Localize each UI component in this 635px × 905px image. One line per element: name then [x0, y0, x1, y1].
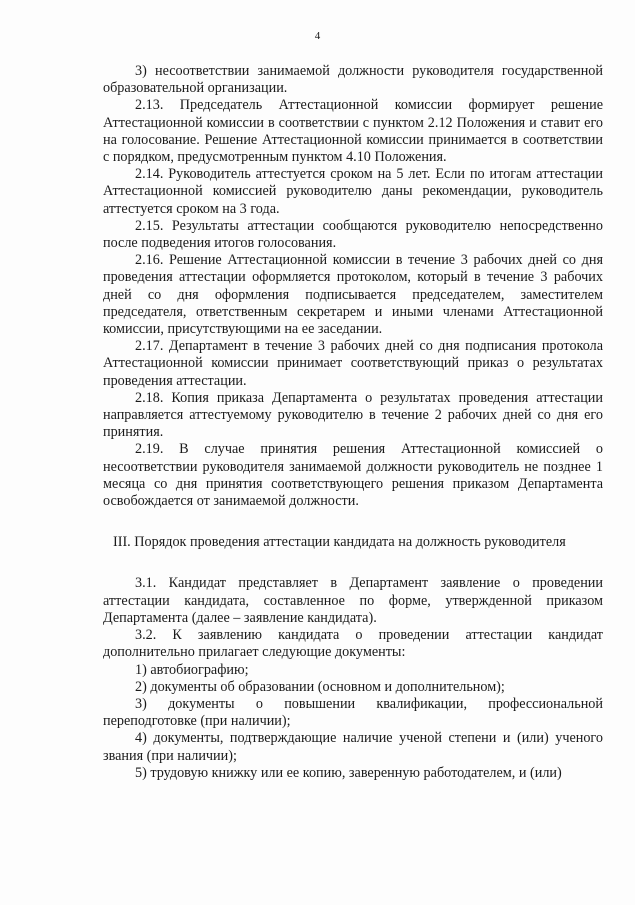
section-3-heading: III. Порядок проведения аттестации кандидата на должность руководителя [113, 534, 566, 551]
paragraph-2-17: 2.17. Департамент в течение 3 рабочих дней со дня подписания протокола Аттестационной комиссии принимает соответствующий приказ о результатах проведения аттестации. [103, 338, 603, 389]
document-body [103, 63, 603, 782]
paragraph-2-16: 2.16. Решение Аттестационной комиссии в течение 3 рабочих дней со дня проведения аттестации оформляется протоколом, который в течение 3 рабочих дней со дня оформления подписывается председателем, заместителем председателя, ответственным секретарем и иными членами Аттестационной комиссии, присутствующими на ее заседании. [103, 252, 603, 338]
list-item: 1) автобиографию; [135, 661, 249, 678]
paragraph-2-18: 2.18. Копия приказа Департамента о результатах проведения аттестации направляется аттестуемому руководителю в течение 2 рабочих дней со дня его принятия. [103, 389, 603, 441]
paragraph-2-13: 2.13. Председатель Аттестационной комиссии формирует решение Аттестационной комиссии в соответствии с пунктом 2.12 Положения и ставит его на голосование. Решение Аттестационной комиссии принимается в соответствии с порядком, предусмотренным пунктом 4.10 Положения. [103, 97, 603, 166]
paragraph-2-15: 2.15. Результаты аттестации сообщаются руководителю непосредственно после подведения итогов голосования. [103, 217, 603, 252]
paragraph-2-14: 2.14. Руководитель аттестуется сроком на 5 лет. Если по итогам аттестации Аттестационной комиссией руководителю даны рекомендации, руководитель аттестуется сроком на 3 года. [103, 166, 603, 217]
paragraph-2-19: 2.19. В случае принятия решения Аттестационной комиссией о несоответствии руководителя занимаемой должности руководитель не позднее 1 месяца со дня принятия соответствующего решения приказом Департамента освобождается от занимаемой должности. [103, 441, 603, 510]
paragraph-3-2: 3.2. К заявлению кандидата о проведении аттестации кандидат дополнительно прилагает следующие документы: [103, 627, 603, 661]
list-item: 4) документы, подтверждающие наличие ученой степени и (или) ученого звания (при наличии); [103, 730, 603, 764]
paragraph-3-item: 3) несоответствии занимаемой должности руководителя государственной образовательной организации. [103, 63, 603, 97]
page-number: 4 [314, 30, 321, 42]
list-item: 2) документы об образовании (основном и дополнительном); [135, 678, 505, 695]
paragraph-3-1: 3.1. Кандидат представляет в Департамент заявление о проведении аттестации кандидата, составленное по форме, утвержденной приказом Департамента (далее – заявление кандидата). [103, 575, 603, 626]
list-item: 5) трудовую книжку или ее копию, заверенную работодателем, и (или) [135, 764, 562, 781]
list-item: 3) документы о повышении квалификации, профессиональной переподготовке (при наличии); [103, 695, 603, 730]
